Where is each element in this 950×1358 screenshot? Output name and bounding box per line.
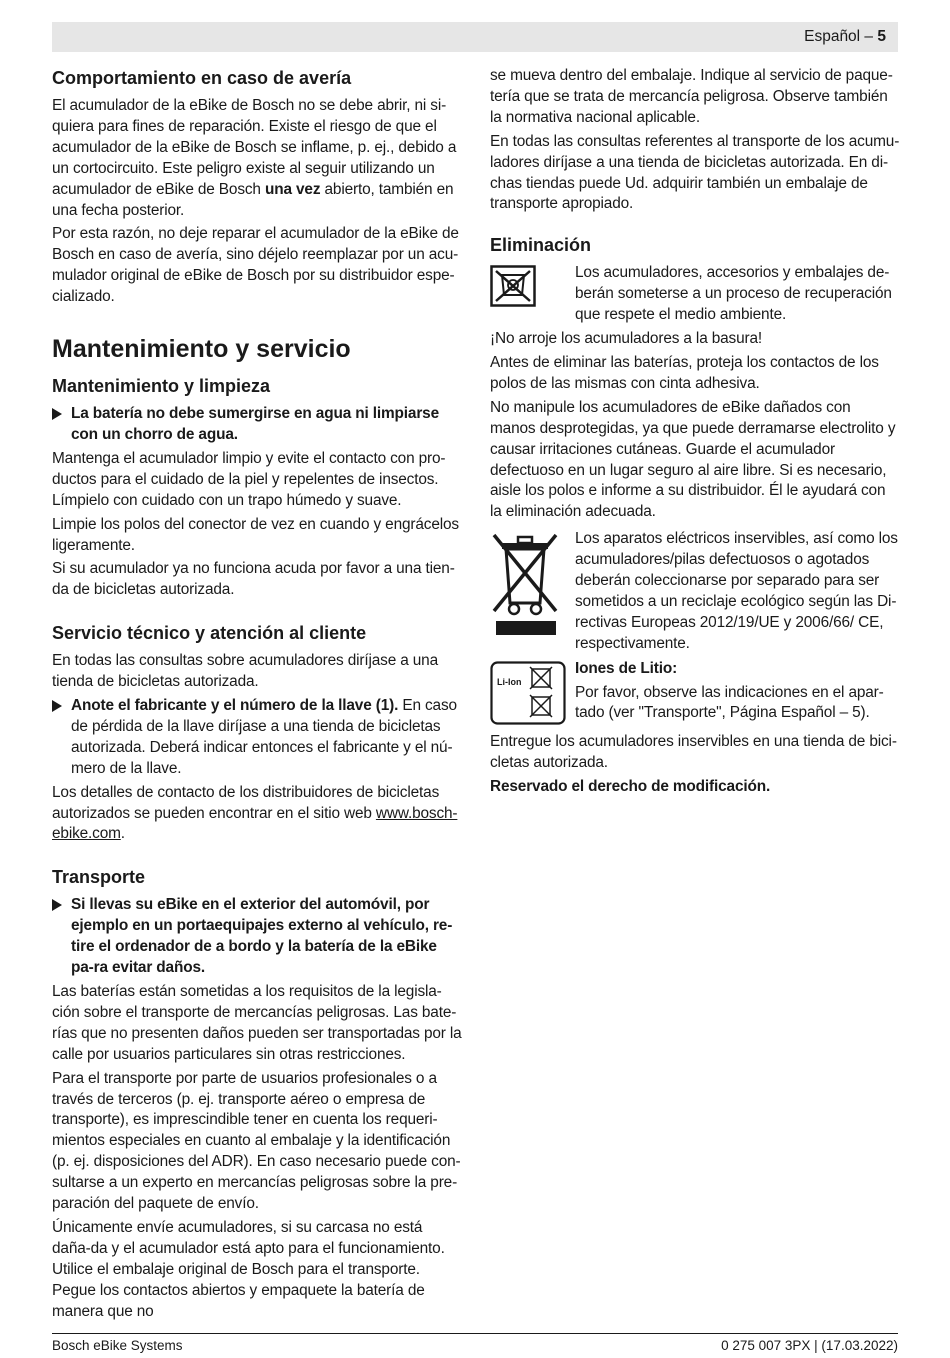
footer-company: Bosch eBike Systems [52, 1338, 183, 1353]
paragraph-disposal-3: No manipule los acumuladores de eBike dañados con manos desprotegidas, ya que puede derramarse electrolito y causar irritaciones cutáneas. Guarde el acumulador defectuoso en un lugar seguro al aire libre. Si es necesario, aisle los polos e informe a su distribuidor. Él le ayudará con la eliminación adecuada. [490, 398, 896, 521]
paragraph-reserved: Reservado el derecho de modificación. [490, 778, 771, 796]
page-number: 5 [877, 28, 886, 45]
heading-liion: Iones de Litio: [575, 659, 678, 677]
bullet-text: Si llevas su eBike en el exterior del automóvil, por ejemplo en un portaequipajes externo al vehículo, re-tire el ordenador de a bordo y la batería de la eBike pa-ra evitar daños. [71, 896, 453, 977]
bullet-triangle-icon [52, 700, 62, 712]
text-span: abierto, también en una fecha posterior. [52, 180, 454, 219]
warning-bullet-water [52, 404, 462, 446]
recycling-notice [490, 263, 900, 326]
bosch-ebike-link[interactable]: www.bosch-ebike.com [52, 804, 458, 843]
bullet-triangle-icon [52, 899, 62, 911]
paragraph-disposal-icon: Los acumuladores, accesorios y embalajes de-berán someterse a un proceso de recuperación que respete el medio ambiente. [575, 264, 892, 324]
paragraph-liion: Por favor, observe las indicaciones en el apar-tado (ver "Transporte", Página Español – 5). [575, 683, 884, 722]
no-disposal-icon [490, 265, 536, 314]
left-column [52, 66, 462, 1326]
bullet-text: La batería no debe sumergirse en agua ni limpiarse con un chorro de agua. [71, 405, 439, 443]
warning-bullet-transport [52, 895, 462, 979]
bullet-text: En caso de pérdida de la llave diríjase a una tienda de bicicletas autorizada. Deberá indicar entonces el fabricante y el nú-mero de la llave. [71, 697, 457, 777]
heading-transport: Transporte [52, 867, 146, 888]
heading-disposal: Eliminación [490, 235, 592, 256]
heading-maintenance: Mantenimiento y servicio [52, 335, 351, 364]
emphasis-once: una vez [264, 180, 321, 198]
heading-cleaning: Mantenimiento y limpieza [52, 376, 271, 397]
paragraph-clean-2: Limpie los polos del conector de vez en cuando y engrácelos ligeramente. [52, 515, 459, 554]
paragraph-transport-cont-2: En todas las consultas referentes al transporte de los acumu-ladores diríjase a una tienda de bicicletas autorizada. En di-chas tiendas puede Ud. adquirir también un embalaje de transporte apropiado. [490, 132, 900, 213]
liion-label: Li-Ion [497, 676, 522, 687]
paragraph-weee: Los aparatos eléctricos inservibles, así como los acumuladores/pilas defectuosos o agotados deberán coleccionarse por separado para ser sometidos a un reciclaje ecológico según las Di-rectivas Europeas 2012/19/UE y 2006/66/ CE, respectivamente. [575, 530, 898, 652]
weee-notice [490, 529, 900, 654]
heading-service: Servicio técnico y atención al cliente [52, 623, 367, 644]
liion-text-block [575, 659, 900, 725]
paragraph-transport-3: Únicamente envíe acumuladores, si su carcasa no está daña-da y el acumulador está apto para el funcionamiento. Utilice el embalaje original de Bosch para el transporte. Pegue los contactos abiertos y empaquete la batería de manera que no [52, 1218, 445, 1320]
liion-notice [490, 659, 900, 725]
footer-divider [52, 1333, 898, 1334]
paragraph-transport-1: Las baterías están sometidas a los requisitos de la legisla-ción sobre el transporte de mercancías peligrosas. Las bate-rías que no presenten daños pueden ser transportadas por la calle por usuarios particulares sin otras restricciones. [52, 983, 462, 1063]
header-section: Español – [804, 28, 874, 45]
bullet-key-number [52, 696, 462, 780]
paragraph-service-1: En todas las consultas sobre acumuladores diríjase a una tienda de bicicletas autorizada. [52, 652, 439, 691]
paragraph-clean-1: Mantenga el acumulador limpio y evite el contacto con pro-ductos para el cuidado de la piel y repelentes de insectos. Límpielo con cuidado con un trapo húmedo y suave. [52, 449, 446, 509]
text-span: El acumulador de la eBike de Bosch no se debe abrir, ni si-quiera para fines de reparación. Existe el riesgo de que el acumulador de la eBike de Bosch se inflame, p. ej., debido a un cortocircuito. Este peligro existe al seguir utilizando un acumulador de eBike de Bosch [52, 97, 457, 198]
crossed-bin-icon [490, 531, 560, 646]
footer-doc-id: 0 275 007 3PX | (17.03.2022) [721, 1338, 898, 1353]
paragraph-clean-3: Si su acumulador ya no funciona acuda por favor a una tien-da de bicicletas autorizada. [52, 560, 455, 599]
paragraph-transport-2: Para el transporte por parte de usuarios profesionales o a través de terceros (p. ej. transporte aéreo o empresa de transporte), es imprescindible tener en cuenta los requeri-mientos especiales en cuanto al embalaje y la identificación (p. ej. disposiciones del ADR). En caso necesario puede con-sultarse a un experto en mercancías peligrosas sobre la pre-paración del paquete de envío. [52, 1069, 461, 1213]
paragraph-fault-1 [52, 96, 462, 221]
text-span: Los detalles de contacto de los distribuidores de bicicletas autorizados se pueden encontrar en el sitio web [52, 783, 440, 822]
page-header [52, 22, 898, 52]
liion-battery-icon [490, 661, 566, 732]
paragraph-transport-cont-1: se mueva dentro del embalaje. Indique al servicio de paque-tería que se trata de mercancía peligrosa. Observe también la normativa nacional aplicable. [490, 67, 893, 126]
bullet-bold-text: Anote el fabricante y el número de la llave (1). [71, 697, 399, 715]
paragraph-disposal-2: Antes de eliminar las baterías, proteja los contactos de los polos de las mismas con cinta adhesiva. [490, 353, 879, 392]
page-header-label [804, 28, 886, 46]
heading-fault: Comportamiento en caso de avería [52, 68, 352, 88]
text-span: . [120, 825, 125, 843]
paragraph-service-2 [52, 783, 462, 846]
paragraph-disposal-1: ¡No arroje los acumuladores a la basura! [490, 330, 763, 348]
right-column [490, 66, 900, 801]
paragraph-fault-2: Por esta razón, no deje reparar el acumulador de la eBike de Bosch en caso de avería, sino déjelo reemplazar por un acu-mulador original de eBike de Bosch por su distribuidor espe-cializado. [52, 225, 459, 306]
paragraph-final: Entregue los acumuladores inservibles en una tienda de bici-cletas autorizada. [490, 733, 897, 772]
bullet-triangle-icon [52, 408, 62, 420]
